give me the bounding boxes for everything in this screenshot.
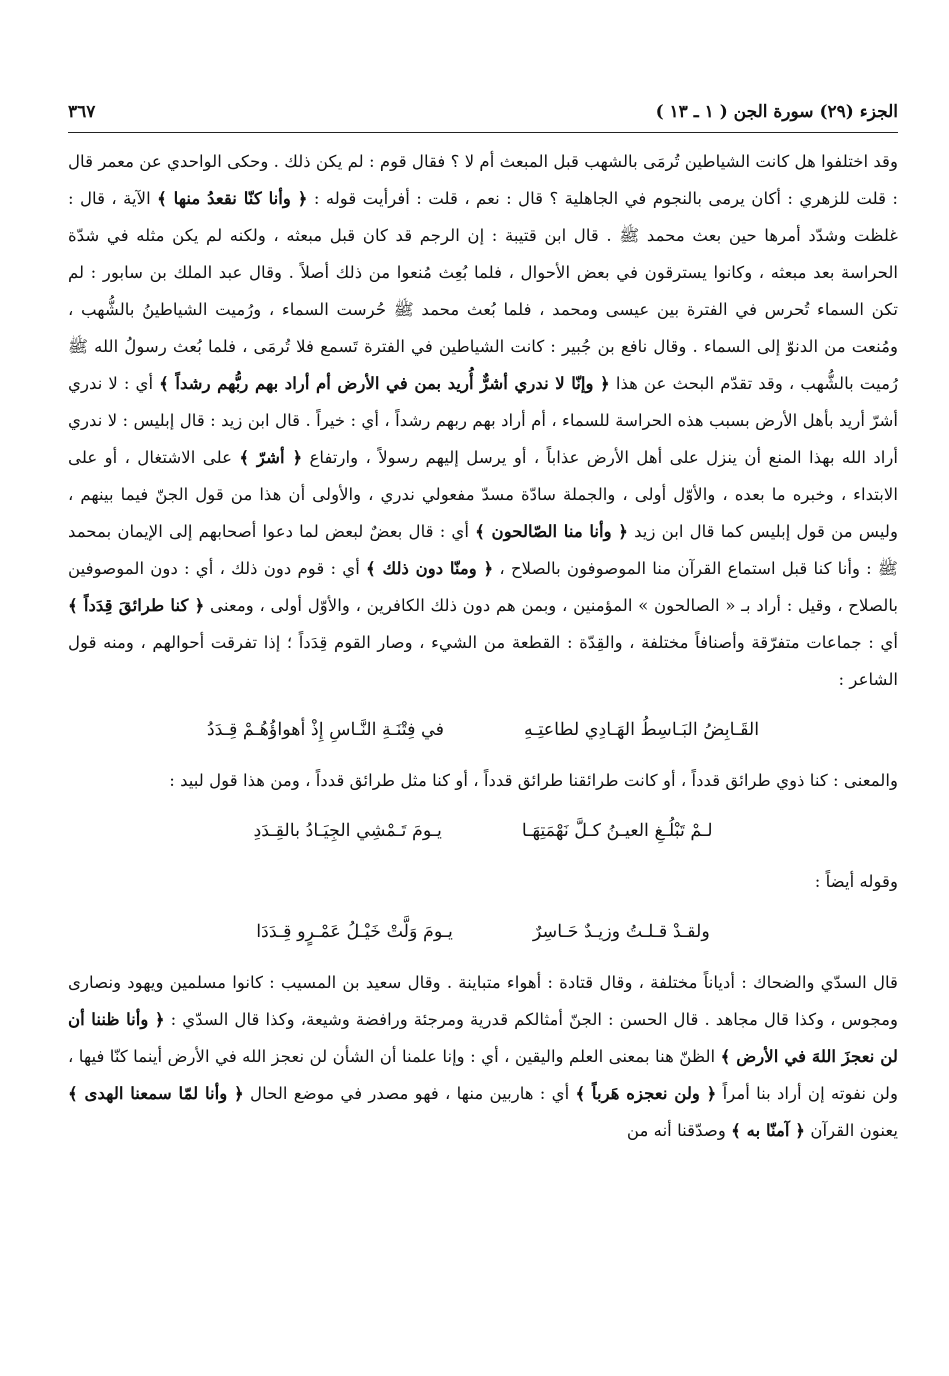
header-title: الجزء (٢٩) سورة الجن ( ١ ـ ١٣ ) — [655, 102, 898, 122]
quran-quote: ﴿ أشرّ ﴾ — [239, 447, 303, 467]
page-number: ٣٦٧ — [68, 102, 96, 122]
paragraph-2: والمعنى : كنا ذوي طرائق قدداً ، أو كانت طرائقنا طرائق قدداً ، أو كنا مثل طرائق قدداً ، ومن هذا قول لبيد : — [169, 771, 898, 790]
text-run: أي : جماعات متفرّقة وأصنافاً مختلفة ، والقِدّة : القطعة من الشيء ، وصار القوم قِدَداً ؛ إذا تفرقت أحوالهم ، ومنه قول الشاعر : — [68, 633, 898, 689]
quran-quote: ﴿ كنا طرائقَ قِدَداً ﴾ — [68, 595, 205, 615]
text-run: يعنون القرآن — [810, 1121, 898, 1140]
poetry-verse — [68, 803, 898, 859]
poetry-verse — [68, 702, 898, 758]
quran-quote: ﴿ وأنا منا الصّالحون ﴾ — [475, 521, 628, 541]
paragraph-4 — [68, 964, 898, 1149]
text-run: وصدّقنا أنه من — [626, 1121, 726, 1140]
quran-quote: ﴿ ومنّا دون ذلك ﴾ — [366, 558, 494, 578]
quran-quote: ﴿ وأنا لمّا سمعنا الهدى ﴾ — [68, 1083, 244, 1103]
text-run: الآية ، قال : غلظت وشدّد أمرها حين بعث محمد ﷺ . قال ابن قتيبة : إن الرجم قد كان قبل مبعثه ، ولكنه لم يكن مثله في شدّة الحراسة بعد مبعثه ، وكانوا يسترقون في بعض الأحوال ، فلما بُعِث مُنعوا من ذلك أصلاً . وقال عبد الملك بن سابور : لم تكن السماء تُحرس في الفترة بين عيسى ومحمد ، فلما بُعث محمد ﷺ حُرست السماء ، ورُميت الشياطينُ بالشُّهب ، ومُنعت من الدنوّ إلى السماء . وقال نافع بن جُبير : كانت الشياطين في الفترة تَسمع فلا تُرمَى ، فلما بُعث رسولُ الله ﷺ رُميت بالشُّهب ، وقد تقدّم البحث عن هذا — [68, 189, 898, 393]
text-run: على الاشتغال ، أو على الابتداء ، وخبره ما بعده ، والأوّل أولى ، والجملة سادّة مسدّ مفعولي ندري ، والأولى أن هذا من قول الجنّ فيما بينهم ، وليس من قول إبليس كما قال ابن زيد — [68, 448, 898, 541]
quran-quote: ﴿ آمنّا به ﴾ — [731, 1120, 806, 1140]
verse-first-hemistich: القَـابِضُ البَـاسِطُ الهَـادِي لطاعتِـهِ — [523, 720, 760, 740]
paragraph-1 — [68, 143, 898, 698]
quran-quote: ﴿ وأنا ظننا أن لن نعجزَ اللهَ في الأرض ﴾ — [68, 1009, 898, 1066]
text-run: أي : قوم دون ذلك ، أي : دون الموصوفين بالصلاح ، وقيل : أراد بـ « الصالحون » المؤمنين ، وبمن هم دون ذلك الكافرين ، والأوّل أولى ، ومعنى — [68, 559, 898, 615]
text-run: أي : هاربين منها ، فهو مصدر في موضع الحال — [250, 1084, 570, 1103]
paragraph-3: وقوله أيضاً : — [814, 872, 898, 891]
text-run: الظنّ هنا بمعنى العلم واليقين ، أي : وإنا علمنا أن الشأن لن نعجز الله في الأرض أينما كنّا فيها ، ولن نفوته إن أراد بنا أمراً — [68, 1047, 898, 1103]
verse-first-hemistich: لـمْ تَبْلُـغِ العيـنُ كـلَّ نَهْمَتِهَـا — [521, 821, 713, 841]
text-run: وقد اختلفوا هل كانت الشياطين تُرمَى بالشهب قبل المبعث أم لا ؟ فقال قوم : لم يكن ذلك . وحكى الواحدي عن معمر قال : قلت للزهري : أكان يرمى بالنجوم في الجاهلية ؟ قال : نعم ، قلت : أفرأيت قوله : — [68, 152, 899, 208]
page-body — [68, 143, 898, 1149]
poetry-verse — [68, 904, 898, 960]
quran-quote: ﴿ ولن نعجزه هَرباً ﴾ — [575, 1083, 717, 1103]
text-run: قال السدّي والضحاك : أدياناً مختلفة ، وقال قتادة : أهواء متباينة . وقال سعيد بن المسيب : كانوا مسلمين ويهود ونصارى ومجوس ، وكذا قال مجاهد . قال الحسن : الجنّ أمثالكم قدرية ومرجئة ورافضة وشيعة، وكذا قال السدّي : — [68, 973, 898, 1029]
verse-second-hemistich: يـومَ وَلَّتْ خَيْـلُ عَمْـرٍو قِـدَدَا — [256, 922, 453, 942]
verse-first-hemistich: ولقـدْ قـلـتُ وزيـدٌ حَـاسِرٌ — [532, 922, 710, 942]
book-page — [68, 92, 898, 1312]
text-run: أي : لا ندري أشرّ أريد بأهل الأرض بسبب هذه الحراسة للسماء ، أم أراد بهم ربهم رشداً ، أي : خيراً . قال ابن زيد : قال إبليس : لا ندري أراد الله بهذا المنع أن ينزل على أهل الأرض عذاباً ، أو يرسل إليهم رسولاً ، وارتفاع — [68, 374, 898, 467]
verse-second-hemistich: في فِتْنَـةِ النَّـاسِ إِذْ أهواؤُهُـمْ قِـدَدُ — [206, 720, 444, 740]
quran-quote: ﴿ وإنّا لا ندري أشرٌّ أُريد بمن في الأرض أم أراد بهم ربُّهم رشداً ﴾ — [159, 373, 610, 393]
quran-quote: ﴿ وأنا كنّا نقعدُ منها ﴾ — [157, 188, 308, 208]
verse-second-hemistich: يـومَ تَـمْشِي الجِيَـادُ بالقِـدَدِ — [253, 821, 442, 841]
text-run: أي : قال بعضٌ لبعض لما دعوا أصحابهم إلى الإيمان بمحمد ﷺ : وأنا كنا قبل استماع القرآن منا الموصوفون بالصلاح ، — [68, 522, 898, 578]
running-header — [68, 92, 898, 133]
